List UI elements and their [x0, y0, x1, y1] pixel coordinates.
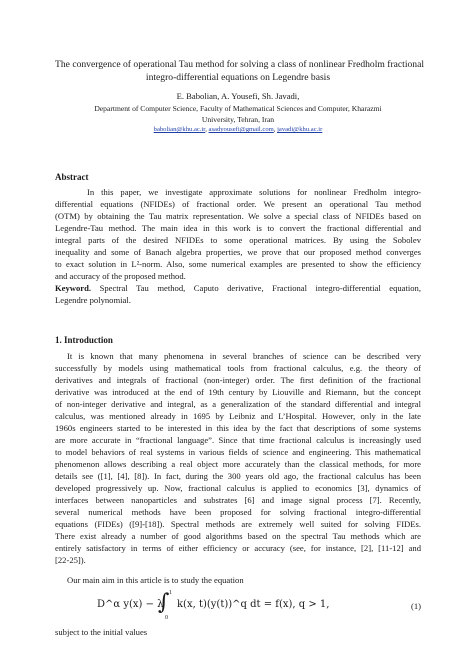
- keywords-line-2: Legendre polynomial.: [55, 295, 131, 305]
- integral-upper-limit: 1: [169, 590, 172, 596]
- paper-title-line-2: integro-differential equations on Legendre basis: [145, 72, 331, 83]
- intro-line: phenomenon allows describing a real object more accurately than the classical methods, for more: [55, 459, 421, 469]
- intro-line: successfully by models using mathematical tools from fractional calculus, e.g. the theory of: [55, 363, 421, 373]
- abstract-heading: Abstract: [55, 172, 89, 182]
- equation-number: (1): [410, 601, 421, 611]
- intro-line: developed progressively up. Now, fractional calculus is applied to economics [3], dynamics of: [55, 483, 421, 493]
- affiliation-line-1: Department of Computer Science, Faculty of Mathematical Sciences and Computer, Kharazmi: [94, 104, 382, 113]
- email-link-2[interactable]: asadyousefi@gmail.com: [208, 126, 274, 133]
- email-separator: ,: [205, 126, 209, 133]
- intro-line: derivatives and integrals of fractional (non-integer) order. The first definition of the fractional: [55, 375, 421, 385]
- affiliation-line-2: University, Tehran, Iran: [201, 115, 275, 124]
- email-list: [55, 125, 421, 134]
- introduction-heading: 1. Introduction: [55, 335, 113, 345]
- after-equation-text: subject to the initial values: [55, 627, 148, 637]
- intro-line: There exist already a number of good algorithms based on the spectral Tau methods which are: [55, 531, 421, 541]
- equation-1: [55, 590, 421, 624]
- integral-sign: ∫: [158, 590, 170, 615]
- abstract-line: (OTM) by obtaining the Tau matrix representation. We solve a special class of NFIDEs based on: [55, 211, 421, 221]
- keywords-line-1: [55, 282, 421, 294]
- abstract-line: inequality and some of Banach algebra properties, we prove that our proposed method converges: [55, 247, 421, 257]
- intro-line: derivative was introduced at the end of 19th century by Liouville and Riemann, but the concept: [55, 387, 421, 397]
- paper-title-line-1: The convergence of operational Tau method for solving a class of nonlinear Fredholm fractional: [55, 59, 425, 70]
- email-link-3[interactable]: javadi@khu.ac.ir: [277, 126, 323, 133]
- intro-line: are more accurate in “fractional language”. Since that time fractional calculus is increasingly used: [55, 435, 421, 445]
- intro-line: 1960s engineers started to be interested in this idea by the fact that descriptions of some systems: [55, 423, 421, 433]
- email-separator: ,: [273, 126, 278, 133]
- equation-lhs: D^α y(x) − λ: [97, 599, 164, 610]
- keywords-label: Keyword.: [55, 283, 92, 293]
- abstract-line: and accuracy of the proposed method.: [55, 271, 186, 281]
- intro-line: details see ([1], [4], [8]). In fact, during the 300 years old ago, the fractional calculus has been: [55, 471, 421, 481]
- author-list: E. Babolian, A. Yousefi, Sh. Javadi,: [176, 91, 300, 101]
- intro-line: several numerical methods have been proposed for solving fractional integro-differential: [55, 507, 421, 517]
- intro-line: to model behaviors of real systems in various fields of science and engineering. This mathematical: [55, 447, 421, 457]
- abstract-line: integral parts of the desired NFIDEs to some operational matrices. By using the Sobolev: [55, 235, 421, 245]
- abstract-line: Legendre-Tau method. The main idea in this work is to convert the fractional differential and: [55, 223, 421, 233]
- abstract-line: differential equations (NFIDEs) of fractional order. We present an operational Tau method: [55, 199, 421, 209]
- intro-aim-sentence: Our main aim in this article is to study the equation: [67, 575, 244, 585]
- intro-line: interfaces between nanoparticles and substrates [6] and image signal process [7]. Recently,: [55, 495, 421, 505]
- equation-rhs: k(x, t)(y(t))^q dt = f(x), q > 1,: [177, 599, 330, 610]
- intro-line: equations (FIDEs) ([9]-[18]). Spectral methods are extremely well suited for solving FIDEs.: [55, 519, 421, 529]
- keywords-text: Spectral Tau method, Caputo derivative, Fractional integro-differential equation,: [99, 283, 421, 293]
- abstract-line: to exact solution in L²-norm. Also, some numerical examples are presented to show the efficiency: [55, 259, 421, 269]
- email-link-1[interactable]: babolian@khu.ac.ir: [153, 126, 206, 133]
- intro-line: It is known that many phenomena in several branches of science can be described very: [67, 351, 421, 361]
- intro-line: calculus, was mentioned already in 1695 by Leibniz and L’Hospital. However, only in the late: [55, 411, 421, 421]
- intro-line: [22-25]).: [55, 555, 86, 565]
- intro-line: of non-integer derivative and integral, as a generalization of the standard differential and integral: [55, 399, 421, 409]
- integral-lower-limit: 0: [165, 615, 168, 621]
- intro-line: entirely satisfactory in terms of either efficiency or accuracy (see, for instance, [2], [11-12] and: [55, 543, 421, 553]
- abstract-line: In this paper, we investigate approximate solutions for nonlinear Fredholm integro-: [87, 187, 421, 197]
